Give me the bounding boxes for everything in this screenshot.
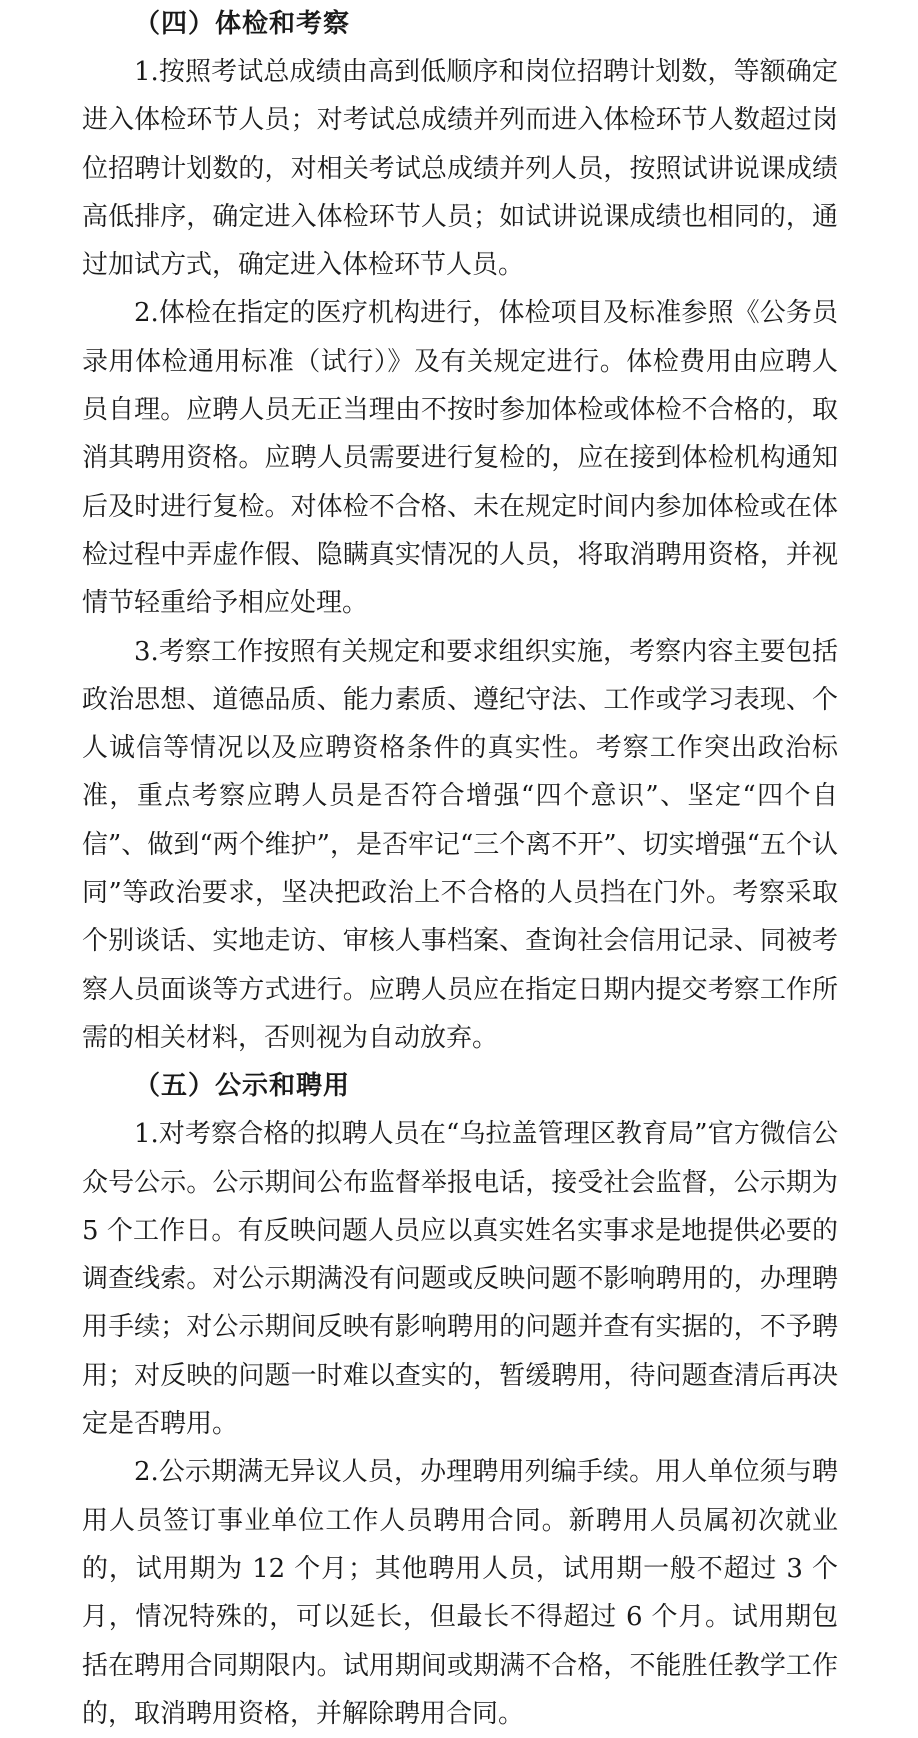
paragraph-inspection: 3.考察工作按照有关规定和要求组织实施，考察内容主要包括政治思想、道德品质、能力素质、遵纪守法、工作或学习表现、个人诚信等情况以及应聘资格条件的真实性。考察工作突出政治标准，重点考察应聘人员是否符合增强“四个意识”、坚定“四个自信”、做到“两个维护”，是否牢记“三个离不开”、切实增强“五个认同”等政治要求，坚决把政治上不合格的人员挡在门外。考察采取个别谈话、实地走访、审核人事档案、查询社会信用记录、同被考察人员面谈等方式进行。应聘人员应在指定日期内提交考察工作所需的相关材料，否则视为自动放弃。 [82, 636, 838, 1053]
document-body [82, 0, 838, 1738]
paragraph-exam-selection: 1.按照考试总成绩由高到低顺序和岗位招聘计划数，等额确定进入体检环节人员；对考试总成绩并列而进入体检环节人数超过岗位招聘计划数的，对相关考试总成绩并列人员，按照试讲说课成绩高低排序，确定进入体检环节人员；如试讲说课成绩也相同的，通过加试方式，确定进入体检环节人员。 [82, 57, 838, 281]
section-heading-physical-exam: （四）体检和考察 [134, 9, 351, 39]
paragraph-employment: 2.公示期满无异议人员，办理聘用列编手续。用人单位须与聘用人员签订事业单位工作人员聘用合同。新聘用人员属初次就业的，试用期为 12 个月；其他聘用人员，试用期一般不超过 3 个月，情况特殊的，可以延长，但最长不得超过 6 个月。试用期包括在聘用合同期限内。试用期间或期满不合格，不能胜任教学工作的，取消聘用资格，并解除聘用合同。 [82, 1457, 838, 1729]
paragraph-physical-exam: 2.体检在指定的医疗机构进行，体检项目及标准参照《公务员录用体检通用标准（试行）》及有关规定进行。体检费用由应聘人员自理。应聘人员无正当理由不按时参加体检或体检不合格的，取消其聘用资格。应聘人员需要进行复检的，应在接到体检机构通知后及时进行复检。对体检不合格、未在规定时间内参加体检或在体检过程中弄虚作假、隐瞒真实情况的人员，将取消聘用资格，并视情节轻重给予相应处理。 [82, 298, 838, 619]
paragraph-publicity: 1.对考察合格的拟聘人员在“乌拉盖管理区教育局”官方微信公众号公示。公示期间公布监督举报电话，接受社会监督，公示期为 5 个工作日。有反映问题人员应以真实姓名实事求是地提供必要的调查线索。对公示期满没有问题或反映问题不影响聘用的，办理聘用手续；对公示期间反映有影响聘用的问题并查有实据的，不予聘用；对反映的问题一时难以查实的，暂缓聘用，待问题查清后再决定是否聘用。 [82, 1119, 838, 1440]
section-heading-publicity: （五）公示和聘用 [134, 1071, 351, 1102]
